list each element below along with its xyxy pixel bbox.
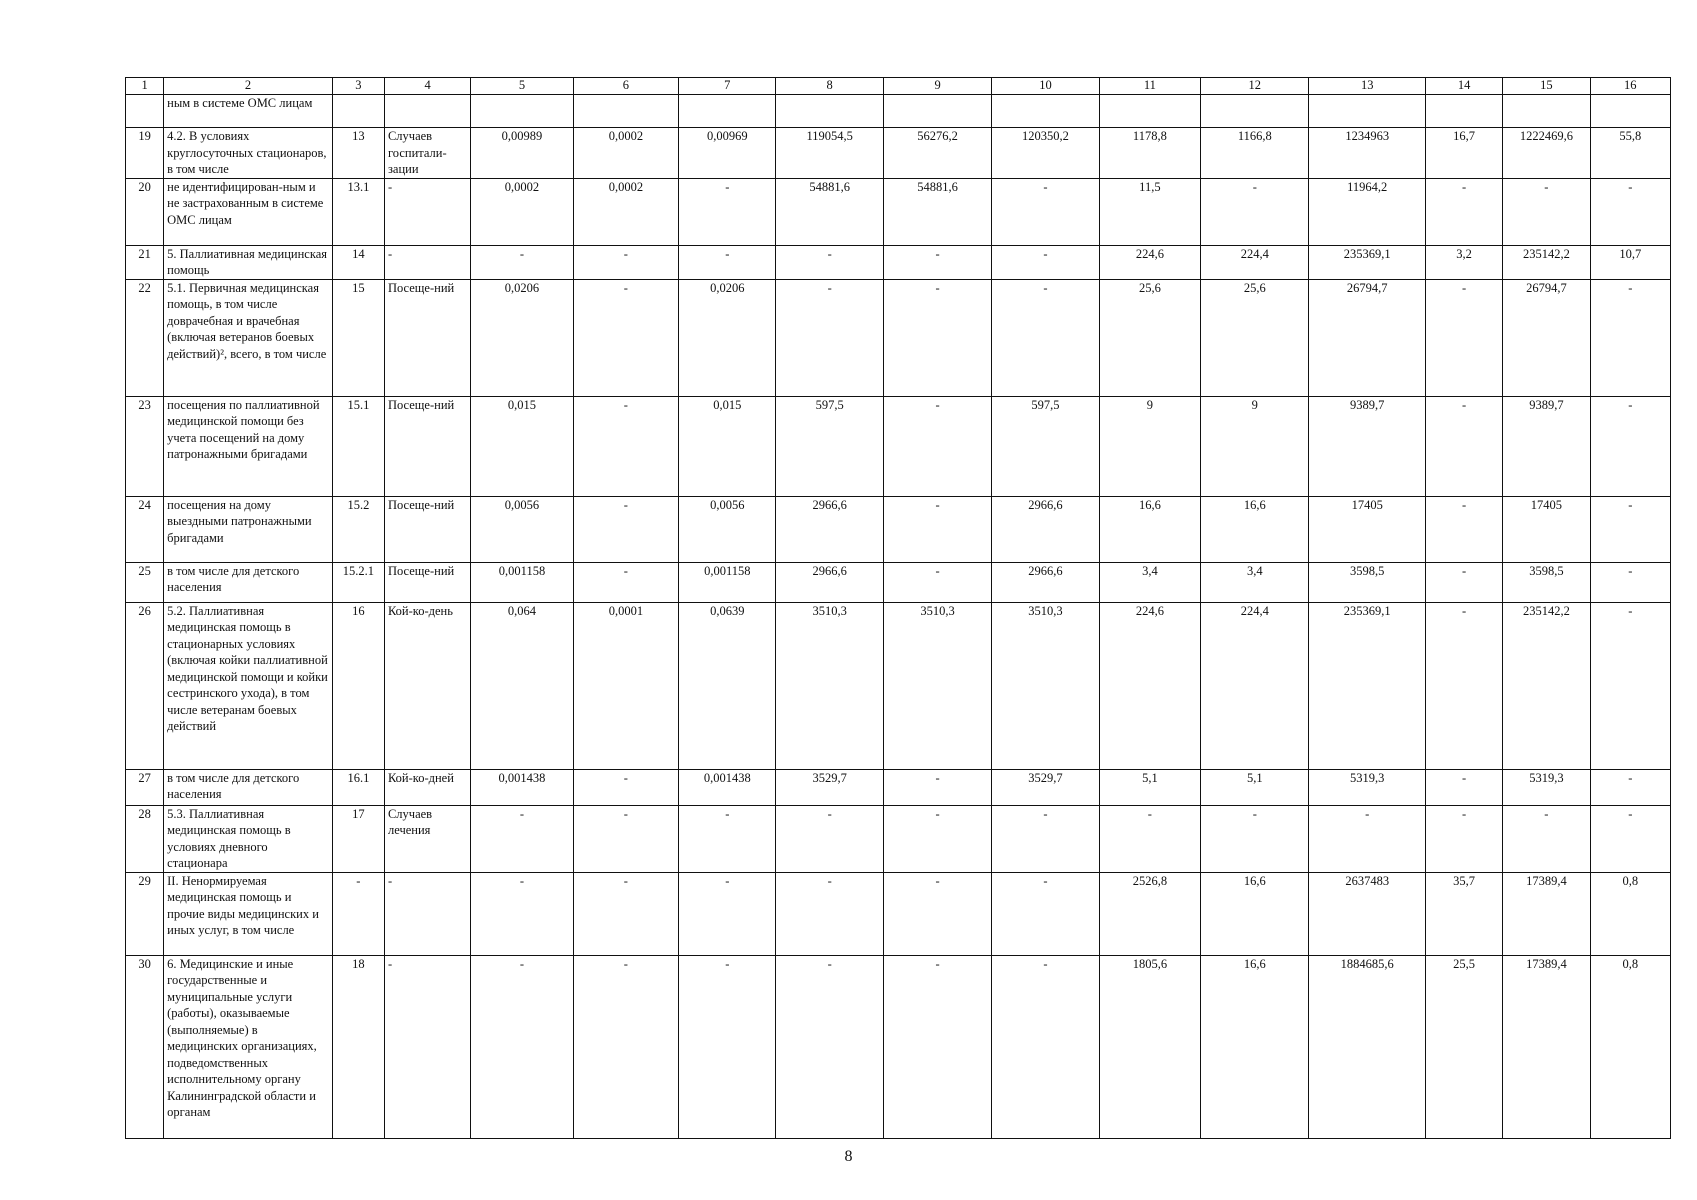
- table-row: [126, 602, 1671, 769]
- unit-cell: Посеще-ний: [384, 496, 470, 562]
- sum-oms-cell: [1503, 95, 1590, 128]
- cost-per-unit-total-cell: -: [776, 805, 883, 872]
- cost-per-unit-insured-cell: 2966,6: [992, 496, 1099, 562]
- per-capita-budget-cell: 5,1: [1099, 769, 1200, 805]
- share-budget-cell: -: [1425, 602, 1502, 769]
- norm-total-cell: -: [471, 245, 573, 279]
- sum-oms-cell: 17389,4: [1503, 872, 1590, 955]
- header-row: [126, 78, 1671, 95]
- norm-uninsured-cell: 0,0002: [573, 178, 678, 245]
- norm-insured-cell: -: [679, 955, 776, 1138]
- per-capita-oms-cell: 16,6: [1201, 496, 1309, 562]
- cost-per-unit-uninsured-cell: -: [883, 245, 991, 279]
- norm-total-cell: [471, 95, 573, 128]
- sum-oms-cell: 9389,7: [1503, 396, 1590, 496]
- share-oms-cell: -: [1590, 602, 1670, 769]
- sum-total-cell: 9389,7: [1309, 396, 1425, 496]
- share-oms-cell: 10,7: [1590, 245, 1670, 279]
- table-row: [126, 128, 1671, 179]
- line-code-cell: 18: [332, 955, 384, 1138]
- share-budget-cell: -: [1425, 279, 1502, 396]
- line-code-cell: 15.1: [332, 396, 384, 496]
- table-row: [126, 279, 1671, 396]
- header-cell-15: 15: [1503, 78, 1590, 95]
- header-cell-9: 9: [883, 78, 991, 95]
- row-number-cell: 28: [126, 805, 164, 872]
- description-cell: посещения на дому выездными патронажными бригадами: [164, 496, 333, 562]
- per-capita-oms-cell: 224,4: [1201, 245, 1309, 279]
- per-capita-budget-cell: 16,6: [1099, 496, 1200, 562]
- unit-cell: Посеще-ний: [384, 562, 470, 602]
- share-oms-cell: 55,8: [1590, 128, 1670, 179]
- per-capita-budget-cell: 3,4: [1099, 562, 1200, 602]
- cost-per-unit-insured-cell: 120350,2: [992, 128, 1099, 179]
- per-capita-oms-cell: 1166,8: [1201, 128, 1309, 179]
- row-number-cell: 21: [126, 245, 164, 279]
- description-cell: II. Ненормируемая медицинская помощь и прочие виды медицинских и иных услуг, в том числе: [164, 872, 333, 955]
- cost-per-unit-uninsured-cell: -: [883, 872, 991, 955]
- share-budget-cell: 16,7: [1425, 128, 1502, 179]
- cost-per-unit-insured-cell: -: [992, 279, 1099, 396]
- cost-per-unit-total-cell: -: [776, 872, 883, 955]
- norm-uninsured-cell: -: [573, 805, 678, 872]
- per-capita-budget-cell: 25,6: [1099, 279, 1200, 396]
- cost-per-unit-insured-cell: -: [992, 955, 1099, 1138]
- description-cell: в том числе для детского населения: [164, 562, 333, 602]
- unit-cell: -: [384, 245, 470, 279]
- description-cell: 5. Паллиативная медицинская помощь: [164, 245, 333, 279]
- cost-per-unit-total-cell: 3510,3: [776, 602, 883, 769]
- norm-uninsured-cell: -: [573, 396, 678, 496]
- row-number-cell: 26: [126, 602, 164, 769]
- table-row: [126, 872, 1671, 955]
- norm-insured-cell: -: [679, 872, 776, 955]
- norm-total-cell: 0,0056: [471, 496, 573, 562]
- per-capita-oms-cell: 5,1: [1201, 769, 1309, 805]
- share-oms-cell: -: [1590, 178, 1670, 245]
- sum-total-cell: 1884685,6: [1309, 955, 1425, 1138]
- per-capita-oms-cell: 224,4: [1201, 602, 1309, 769]
- cost-per-unit-insured-cell: -: [992, 245, 1099, 279]
- share-oms-cell: [1590, 95, 1670, 128]
- cost-per-unit-total-cell: 2966,6: [776, 562, 883, 602]
- per-capita-budget-cell: 224,6: [1099, 245, 1200, 279]
- line-code-cell: 14: [332, 245, 384, 279]
- table-row: [126, 769, 1671, 805]
- per-capita-oms-cell: -: [1201, 805, 1309, 872]
- per-capita-oms-cell: 9: [1201, 396, 1309, 496]
- share-oms-cell: -: [1590, 396, 1670, 496]
- per-capita-budget-cell: [1099, 95, 1200, 128]
- row-number-cell: 27: [126, 769, 164, 805]
- norm-uninsured-cell: [573, 95, 678, 128]
- cost-per-unit-insured-cell: -: [992, 178, 1099, 245]
- norm-total-cell: -: [471, 805, 573, 872]
- cost-per-unit-insured-cell: 3529,7: [992, 769, 1099, 805]
- description-cell: посещения по паллиативной медицинской помощи без учета посещений на дому патронажными бригадами: [164, 396, 333, 496]
- sum-oms-cell: 1222469,6: [1503, 128, 1590, 179]
- line-code-cell: 15.2: [332, 496, 384, 562]
- row-number-cell: 30: [126, 955, 164, 1138]
- sum-oms-cell: -: [1503, 805, 1590, 872]
- norm-uninsured-cell: -: [573, 562, 678, 602]
- header-cell-11: 11: [1099, 78, 1200, 95]
- unit-cell: -: [384, 178, 470, 245]
- share-budget-cell: -: [1425, 562, 1502, 602]
- row-number-cell: 24: [126, 496, 164, 562]
- row-number-cell: 20: [126, 178, 164, 245]
- share-budget-cell: -: [1425, 496, 1502, 562]
- sum-total-cell: 5319,3: [1309, 769, 1425, 805]
- share-oms-cell: 0,8: [1590, 955, 1670, 1138]
- per-capita-budget-cell: 9: [1099, 396, 1200, 496]
- table-row: [126, 805, 1671, 872]
- cost-per-unit-uninsured-cell: 56276,2: [883, 128, 991, 179]
- cost-per-unit-insured-cell: 597,5: [992, 396, 1099, 496]
- norm-insured-cell: -: [679, 245, 776, 279]
- sum-oms-cell: 17389,4: [1503, 955, 1590, 1138]
- cost-per-unit-uninsured-cell: -: [883, 769, 991, 805]
- norm-insured-cell: 0,00969: [679, 128, 776, 179]
- share-budget-cell: 25,5: [1425, 955, 1502, 1138]
- sum-oms-cell: 26794,7: [1503, 279, 1590, 396]
- norm-uninsured-cell: -: [573, 245, 678, 279]
- cost-per-unit-insured-cell: -: [992, 805, 1099, 872]
- header-cell-16: 16: [1590, 78, 1670, 95]
- sum-total-cell: 3598,5: [1309, 562, 1425, 602]
- description-cell: не идентифицирован-ным и не застрахованным в системе ОМС лицам: [164, 178, 333, 245]
- table-row: [126, 496, 1671, 562]
- cost-per-unit-total-cell: 119054,5: [776, 128, 883, 179]
- description-cell: в том числе для детского населения: [164, 769, 333, 805]
- per-capita-oms-cell: 25,6: [1201, 279, 1309, 396]
- sum-oms-cell: 5319,3: [1503, 769, 1590, 805]
- description-cell: 6. Медицинские и иные государственные и муниципальные услуги (работы), оказываемые (выполняемые) в медицинских организациях, подведомственных исполнительному органу Калининградской области и органам: [164, 955, 333, 1138]
- cost-per-unit-total-cell: -: [776, 279, 883, 396]
- sum-oms-cell: 235142,2: [1503, 245, 1590, 279]
- unit-cell: -: [384, 872, 470, 955]
- norm-insured-cell: [679, 95, 776, 128]
- cost-per-unit-uninsured-cell: -: [883, 955, 991, 1138]
- header-cell-10: 10: [992, 78, 1099, 95]
- norm-insured-cell: -: [679, 805, 776, 872]
- sum-oms-cell: 3598,5: [1503, 562, 1590, 602]
- line-code-cell: 17: [332, 805, 384, 872]
- header-cell-7: 7: [679, 78, 776, 95]
- row-number-cell: 22: [126, 279, 164, 396]
- unit-cell: Посеще-ний: [384, 279, 470, 396]
- cost-per-unit-total-cell: -: [776, 955, 883, 1138]
- row-number-cell: 25: [126, 562, 164, 602]
- norm-insured-cell: 0,001158: [679, 562, 776, 602]
- table-row: [126, 562, 1671, 602]
- norm-insured-cell: -: [679, 178, 776, 245]
- header-cell-2: 2: [164, 78, 333, 95]
- sum-total-cell: -: [1309, 805, 1425, 872]
- norm-total-cell: 0,0002: [471, 178, 573, 245]
- header-cell-5: 5: [471, 78, 573, 95]
- norm-insured-cell: 0,001438: [679, 769, 776, 805]
- table-row: [126, 955, 1671, 1138]
- row-number-cell: 23: [126, 396, 164, 496]
- header-cell-6: 6: [573, 78, 678, 95]
- per-capita-budget-cell: 1805,6: [1099, 955, 1200, 1138]
- line-code-cell: 15: [332, 279, 384, 396]
- sum-total-cell: 17405: [1309, 496, 1425, 562]
- cost-per-unit-uninsured-cell: -: [883, 562, 991, 602]
- header-cell-3: 3: [332, 78, 384, 95]
- per-capita-budget-cell: -: [1099, 805, 1200, 872]
- cost-per-unit-insured-cell: [992, 95, 1099, 128]
- line-code-cell: 16.1: [332, 769, 384, 805]
- per-capita-oms-cell: 3,4: [1201, 562, 1309, 602]
- cost-per-unit-uninsured-cell: -: [883, 279, 991, 396]
- share-budget-cell: -: [1425, 805, 1502, 872]
- per-capita-oms-cell: -: [1201, 178, 1309, 245]
- line-code-cell: 16: [332, 602, 384, 769]
- norm-total-cell: -: [471, 872, 573, 955]
- sum-total-cell: 235369,1: [1309, 245, 1425, 279]
- norm-total-cell: 0,001438: [471, 769, 573, 805]
- norm-uninsured-cell: -: [573, 955, 678, 1138]
- sum-total-cell: 2637483: [1309, 872, 1425, 955]
- cost-per-unit-uninsured-cell: 54881,6: [883, 178, 991, 245]
- cost-per-unit-total-cell: 2966,6: [776, 496, 883, 562]
- share-oms-cell: -: [1590, 496, 1670, 562]
- share-budget-cell: [1425, 95, 1502, 128]
- norm-insured-cell: 0,0206: [679, 279, 776, 396]
- per-capita-oms-cell: 16,6: [1201, 955, 1309, 1138]
- cost-per-unit-insured-cell: 3510,3: [992, 602, 1099, 769]
- description-cell: 4.2. В условиях круглосуточных стационаров, в том числе: [164, 128, 333, 179]
- line-code-cell: -: [332, 872, 384, 955]
- norm-insured-cell: 0,0639: [679, 602, 776, 769]
- cost-per-unit-total-cell: [776, 95, 883, 128]
- per-capita-budget-cell: 1178,8: [1099, 128, 1200, 179]
- norm-total-cell: -: [471, 955, 573, 1138]
- page-number: 8: [844, 1148, 853, 1165]
- share-oms-cell: -: [1590, 769, 1670, 805]
- row-number-cell: 19: [126, 128, 164, 179]
- sum-oms-cell: 235142,2: [1503, 602, 1590, 769]
- per-capita-budget-cell: 11,5: [1099, 178, 1200, 245]
- unit-cell: Случаев лечения: [384, 805, 470, 872]
- share-oms-cell: -: [1590, 279, 1670, 396]
- sum-total-cell: [1309, 95, 1425, 128]
- cost-per-unit-total-cell: 54881,6: [776, 178, 883, 245]
- norm-insured-cell: 0,015: [679, 396, 776, 496]
- description-cell: 5.2. Паллиативная медицинская помощь в стационарных условиях (включая койки паллиативной медицинской помощи и койки сестринского ухода), в том числе ветеранам боевых действий: [164, 602, 333, 769]
- per-capita-budget-cell: 224,6: [1099, 602, 1200, 769]
- description-cell: 5.3. Паллиативная медицинская помощь в условиях дневного стационара: [164, 805, 333, 872]
- share-oms-cell: -: [1590, 562, 1670, 602]
- header-cell-13: 13: [1309, 78, 1425, 95]
- table-row: [126, 245, 1671, 279]
- sum-total-cell: 11964,2: [1309, 178, 1425, 245]
- header-cell-14: 14: [1425, 78, 1502, 95]
- norm-total-cell: 0,064: [471, 602, 573, 769]
- share-budget-cell: 35,7: [1425, 872, 1502, 955]
- description-cell: 5.1. Первичная медицинская помощь, в том числе доврачебная и врачебная (включая ветеранов боевых действий)², всего, в том числе: [164, 279, 333, 396]
- line-code-cell: 15.2.1: [332, 562, 384, 602]
- share-budget-cell: -: [1425, 396, 1502, 496]
- sum-oms-cell: -: [1503, 178, 1590, 245]
- norm-uninsured-cell: -: [573, 872, 678, 955]
- norm-uninsured-cell: -: [573, 279, 678, 396]
- header-cell-1: 1: [126, 78, 164, 95]
- header-cell-8: 8: [776, 78, 883, 95]
- description-cell: ным в системе ОМС лицам: [164, 95, 333, 128]
- unit-cell: Случаев госпитали-зации: [384, 128, 470, 179]
- table-row: [126, 396, 1671, 496]
- norm-uninsured-cell: 0,0002: [573, 128, 678, 179]
- cost-per-unit-total-cell: 3529,7: [776, 769, 883, 805]
- unit-cell: Посеще-ний: [384, 396, 470, 496]
- norm-uninsured-cell: -: [573, 769, 678, 805]
- share-budget-cell: -: [1425, 178, 1502, 245]
- norm-total-cell: 0,00989: [471, 128, 573, 179]
- cost-per-unit-uninsured-cell: -: [883, 805, 991, 872]
- table-row: [126, 178, 1671, 245]
- data-table: [125, 77, 1671, 1139]
- cost-per-unit-insured-cell: 2966,6: [992, 562, 1099, 602]
- unit-cell: [384, 95, 470, 128]
- sum-total-cell: 235369,1: [1309, 602, 1425, 769]
- cost-per-unit-uninsured-cell: -: [883, 396, 991, 496]
- norm-uninsured-cell: 0,0001: [573, 602, 678, 769]
- sum-oms-cell: 17405: [1503, 496, 1590, 562]
- unit-cell: Кой-ко-день: [384, 602, 470, 769]
- row-number-cell: 29: [126, 872, 164, 955]
- line-code-cell: 13: [332, 128, 384, 179]
- share-oms-cell: 0,8: [1590, 872, 1670, 955]
- header-cell-4: 4: [384, 78, 470, 95]
- share-oms-cell: -: [1590, 805, 1670, 872]
- cost-per-unit-total-cell: -: [776, 245, 883, 279]
- cost-per-unit-total-cell: 597,5: [776, 396, 883, 496]
- table-row: [126, 95, 1671, 128]
- header-cell-12: 12: [1201, 78, 1309, 95]
- line-code-cell: 13.1: [332, 178, 384, 245]
- norm-insured-cell: 0,0056: [679, 496, 776, 562]
- cost-per-unit-insured-cell: -: [992, 872, 1099, 955]
- per-capita-budget-cell: 2526,8: [1099, 872, 1200, 955]
- row-number-cell: [126, 95, 164, 128]
- share-budget-cell: 3,2: [1425, 245, 1502, 279]
- line-code-cell: [332, 95, 384, 128]
- norm-total-cell: 0,015: [471, 396, 573, 496]
- cost-per-unit-uninsured-cell: [883, 95, 991, 128]
- share-budget-cell: -: [1425, 769, 1502, 805]
- per-capita-oms-cell: 16,6: [1201, 872, 1309, 955]
- per-capita-oms-cell: [1201, 95, 1309, 128]
- sum-total-cell: 1234963: [1309, 128, 1425, 179]
- unit-cell: -: [384, 955, 470, 1138]
- norm-total-cell: 0,0206: [471, 279, 573, 396]
- norm-total-cell: 0,001158: [471, 562, 573, 602]
- sum-total-cell: 26794,7: [1309, 279, 1425, 396]
- cost-per-unit-uninsured-cell: 3510,3: [883, 602, 991, 769]
- unit-cell: Кой-ко-дней: [384, 769, 470, 805]
- cost-per-unit-uninsured-cell: -: [883, 496, 991, 562]
- norm-uninsured-cell: -: [573, 496, 678, 562]
